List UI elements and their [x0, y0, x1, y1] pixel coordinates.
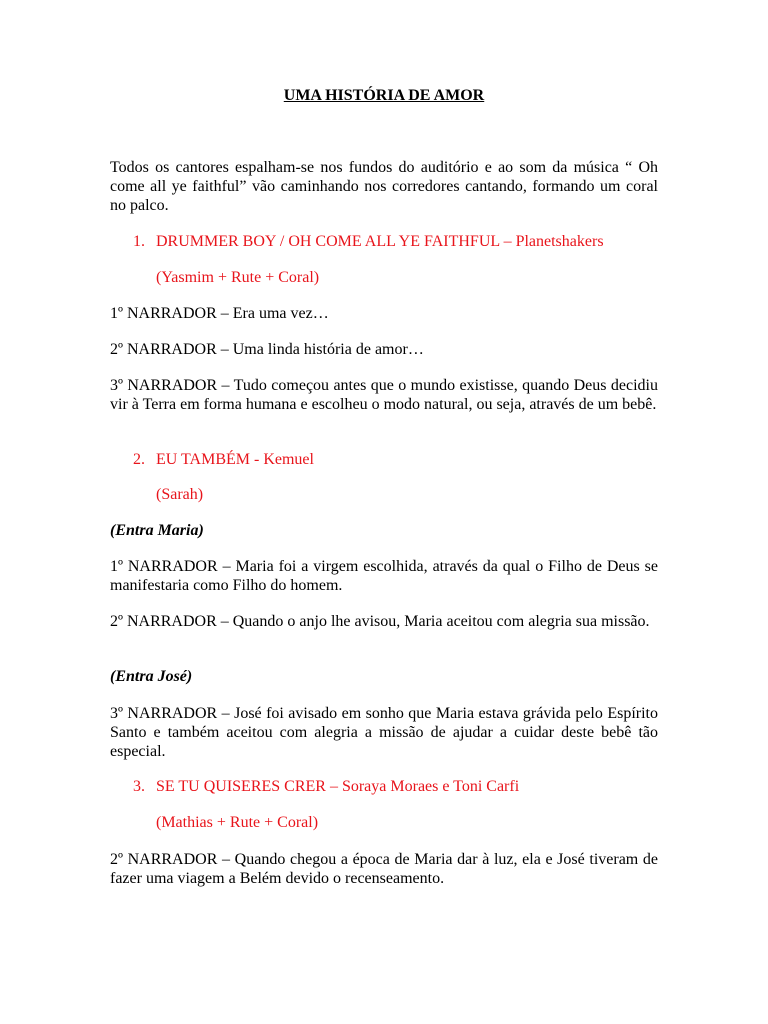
- narrator-line: 2º NARRADOR – Quando o anjo lhe avisou, Maria aceitou com alegria sua missão.: [110, 613, 650, 630]
- song-cast-2: (Sarah): [156, 486, 204, 503]
- document-title: UMA HISTÓRIA DE AMOR: [283, 87, 485, 104]
- song-number: 3.: [133, 778, 145, 795]
- narrator-line: 3º NARRADOR – Tudo começou antes que o mundo existisse, quando Deus decidiu vir à Terra em forma humana e escolheu o modo natural, ou seja, através de um bebê.: [110, 377, 658, 413]
- narrator-line: 2º NARRADOR – Uma linda história de amor…: [110, 341, 424, 358]
- stage-direction: (Entra Maria): [110, 522, 204, 539]
- song-cast-3: (Mathias + Rute + Coral): [156, 814, 319, 831]
- song-number: 1.: [133, 233, 145, 250]
- narrator-line: 1º NARRADOR – Maria foi a virgem escolhida, através da qual o Filho de Deus se manifestaria como Filho do homem.: [110, 558, 658, 594]
- narrator-line: 1º NARRADOR – Era uma vez…: [110, 305, 329, 322]
- song-number: 2.: [133, 451, 145, 468]
- song-title: EU TAMBÉM - Kemuel: [156, 451, 314, 468]
- song-title: SE TU QUISERES CRER – Soraya Moraes e Toni Carfi: [156, 778, 520, 795]
- narrator-line: 3º NARRADOR – José foi avisado em sonho que Maria estava grávida pelo Espírito Santo e também aceitou com alegria a missão de ajudar a cuidar deste bebê tão especial.: [110, 705, 658, 760]
- song-title: DRUMMER BOY / OH COME ALL YE FAITHFUL – Planetshakers: [156, 233, 604, 250]
- stage-direction: (Entra José): [110, 668, 193, 685]
- narrator-line: 2º NARRADOR – Quando chegou a época de Maria dar à luz, ela e José tiveram de fazer uma viagem a Belém devido o recenseamento.: [110, 851, 658, 887]
- intro-paragraph: Todos os cantores espalham-se nos fundos do auditório e ao som da música “ Oh come all ye faithful” vão caminhando nos corredores cantando, formando um coral no palco.: [110, 159, 658, 214]
- song-cast-1: (Yasmim + Rute + Coral): [156, 269, 320, 286]
